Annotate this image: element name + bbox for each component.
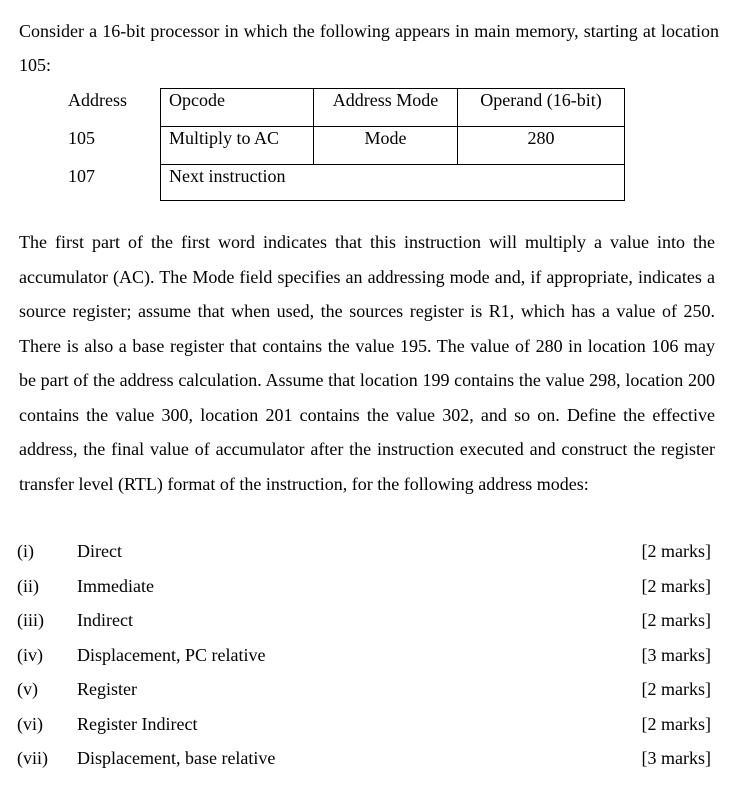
table-header-row: [60, 89, 625, 127]
mode-name: Displacement, PC relative: [77, 644, 266, 665]
mode-number: (v): [17, 679, 38, 699]
memory-table: [60, 88, 625, 201]
list-item: [0, 569, 733, 604]
list-item: [0, 534, 733, 569]
mode-number: (ii): [17, 575, 39, 596]
mode-number: (iii): [17, 610, 44, 630]
mode-marks: [3 marks]: [641, 644, 711, 665]
mode-marks: [2 marks]: [641, 679, 711, 699]
mode-number: (vi): [17, 713, 43, 734]
list-item: [0, 707, 733, 742]
address-modes-list: [0, 534, 733, 776]
mode-marks: [2 marks]: [641, 610, 711, 630]
row-address-mode: Mode: [314, 127, 458, 165]
mode-name: Displacement, base relative: [77, 748, 276, 768]
mode-number: (i): [17, 541, 34, 561]
mode-marks: [2 marks]: [641, 713, 711, 734]
mode-marks: [3 marks]: [641, 748, 711, 768]
table-row: [60, 127, 625, 165]
mode-number: (vii): [17, 748, 48, 768]
body-paragraph: The first part of the first word indicates that this instruction will multiply a value into the accumulator (AC). The Mode field specifies an addressing mode and, if appropriate, indicates a source register; assume that when used, the sources register is R1, which has a value of 250. There is also a base register that contains the value 195. The value of 280 in location 106 may be part of the address calculation. Assume that location 199 contains the value 298, location 200 contains the value 300, location 201 contains the value 302, and so on. Define the effective address, the final value of accumulator after the instruction executed and construct the register transfer level (RTL) format of the instruction, for the following address modes:: [19, 232, 715, 494]
list-item: [0, 672, 733, 707]
list-item: [0, 603, 733, 638]
mode-name: Direct: [77, 541, 122, 561]
mode-number: (iv): [17, 644, 43, 665]
row-next-instruction: Next instruction: [161, 165, 625, 201]
header-address: Address: [68, 89, 127, 110]
mode-name: Indirect: [77, 610, 133, 630]
mode-name: Register Indirect: [77, 713, 198, 734]
row-address: 107: [68, 165, 95, 186]
header-operand: Operand (16-bit): [458, 89, 625, 127]
table-row: [60, 165, 625, 201]
mode-name: Register: [77, 679, 137, 699]
mode-name: Immediate: [77, 575, 154, 596]
header-address-mode: Address Mode: [314, 89, 458, 127]
mode-marks: [2 marks]: [641, 541, 711, 561]
intro-text: Consider a 16-bit processor in which the following appears in main memory, starting at location 105:: [19, 21, 719, 75]
row-address: 105: [68, 127, 95, 148]
header-opcode: Opcode: [161, 89, 314, 127]
row-operand: 280: [458, 127, 625, 165]
mode-marks: [2 marks]: [641, 575, 711, 596]
list-item: [0, 741, 733, 776]
row-opcode: Multiply to AC: [161, 127, 314, 165]
list-item: [0, 638, 733, 673]
